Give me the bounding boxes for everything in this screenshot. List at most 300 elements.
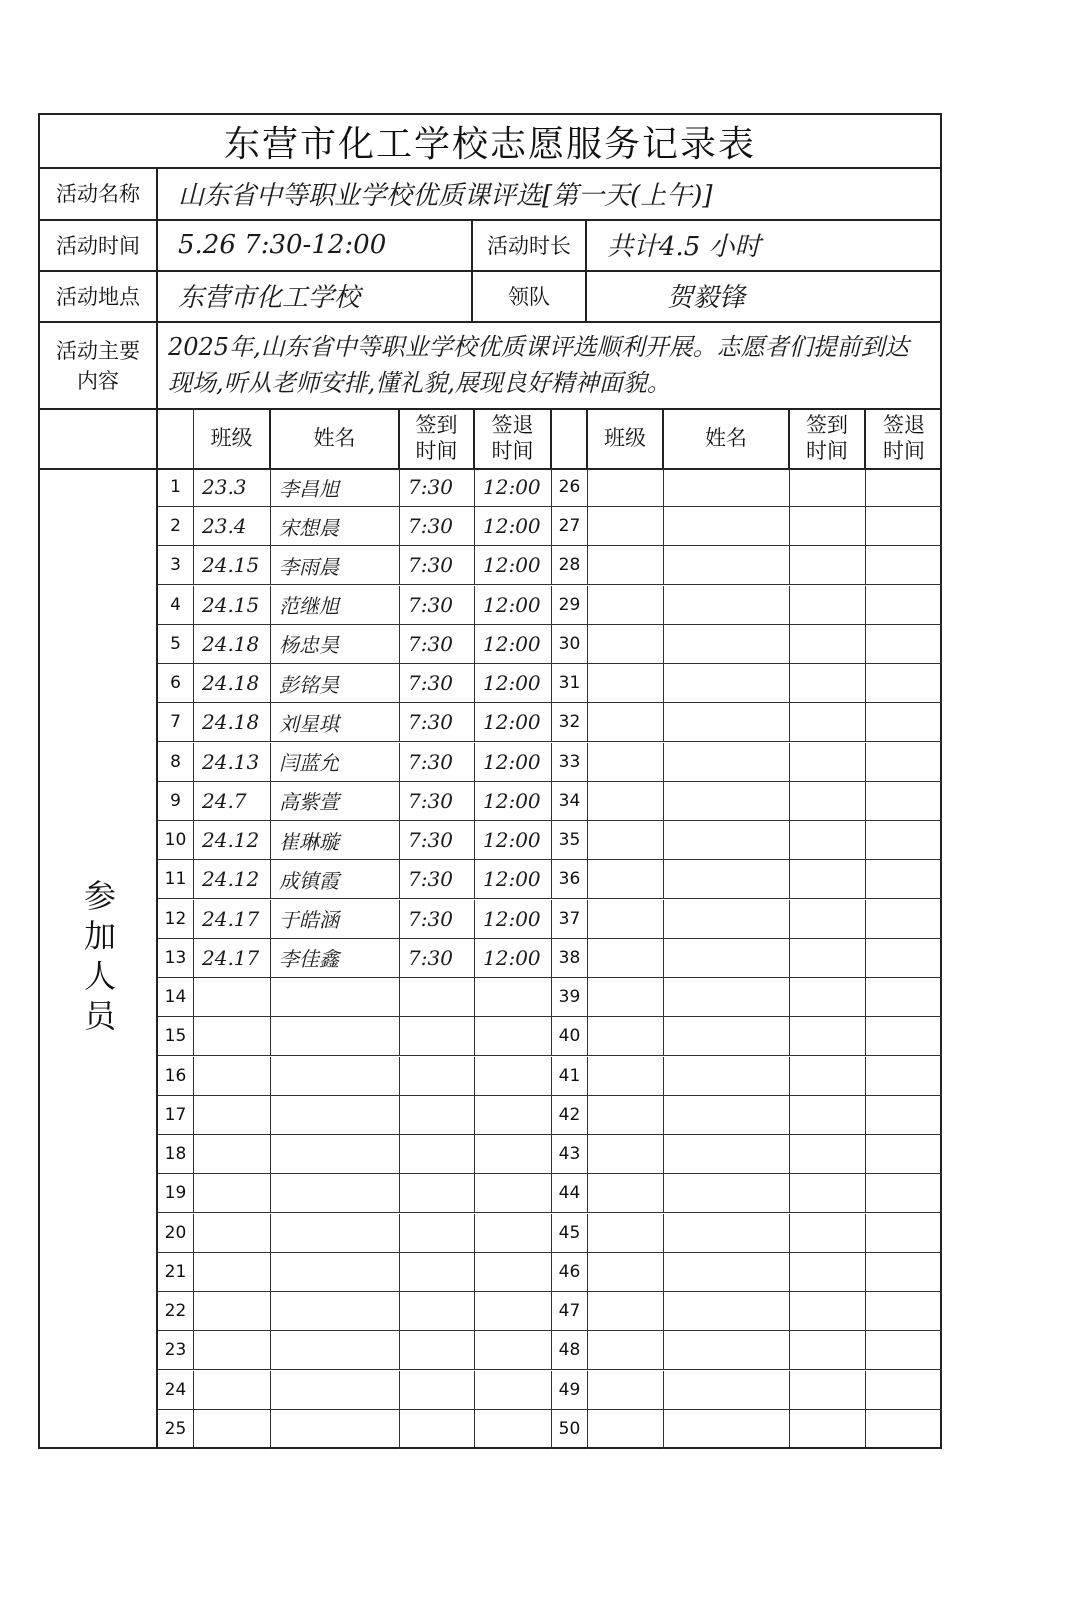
sign-in-cell: 7:30 <box>400 625 475 663</box>
sign-in-cell-right <box>790 821 866 859</box>
name-cell <box>271 1174 400 1212</box>
sign-out-cell-right <box>866 782 942 820</box>
name-cell-right <box>664 1174 790 1212</box>
class-cell <box>194 1057 271 1095</box>
sign-in-cell: 7:30 <box>400 507 475 545</box>
class-cell: 23.4 <box>194 507 271 545</box>
name-cell: 李雨晨 <box>271 546 400 584</box>
name-cell: 李昌旭 <box>271 468 400 506</box>
sign-in-cell-right <box>790 1410 866 1449</box>
sign-out-cell-right <box>866 703 942 741</box>
sign-in-cell <box>400 1057 475 1095</box>
class-cell-right <box>588 1331 664 1369</box>
row-number: 3 <box>158 546 194 584</box>
class-cell <box>194 1253 271 1291</box>
name-cell <box>271 1135 400 1173</box>
sign-out-cell-right <box>866 1135 942 1173</box>
class-cell: 24.12 <box>194 821 271 859</box>
sign-in-cell-right <box>790 1292 866 1330</box>
name-cell-right <box>664 546 790 584</box>
sign-out-cell-right <box>866 1214 942 1252</box>
sign-out-cell <box>475 1096 552 1134</box>
sign-out-cell: 12:00 <box>475 468 552 506</box>
sign-in-cell <box>400 1017 475 1055</box>
row-number-right: 30 <box>552 625 588 663</box>
sign-in-cell: 7:30 <box>400 821 475 859</box>
activity-duration-label: 活动时长 <box>473 219 587 270</box>
row-number: 10 <box>158 821 194 859</box>
class-cell <box>194 1174 271 1212</box>
row-number-right: 39 <box>552 978 588 1016</box>
activity-duration-value: 共计4.5 小时 <box>607 232 761 262</box>
sign-in-cell: 7:30 <box>400 468 475 506</box>
participants-header-row <box>40 408 940 470</box>
row-number-right: 44 <box>552 1174 588 1212</box>
class-cell: 24.18 <box>194 664 271 702</box>
name-cell-right <box>664 468 790 506</box>
sign-in-cell-right <box>790 1135 866 1173</box>
name-cell <box>271 1214 400 1252</box>
class-cell-right <box>588 664 664 702</box>
row-number: 25 <box>158 1410 194 1449</box>
row-number: 15 <box>158 1017 194 1055</box>
name-cell-right <box>664 1135 790 1173</box>
sign-in-cell <box>400 1135 475 1173</box>
activity-name-label: 活动名称 <box>40 167 158 219</box>
participants-label: 参加人员 <box>79 878 117 1039</box>
row-number-right: 47 <box>552 1292 588 1330</box>
sign-out-cell: 12:00 <box>475 860 552 898</box>
sign-in-cell-right <box>790 743 866 781</box>
name-cell-right <box>664 1331 790 1369</box>
name-cell-right <box>664 1253 790 1291</box>
row-number: 4 <box>158 586 194 624</box>
row-number-right: 38 <box>552 939 588 977</box>
row-number: 7 <box>158 703 194 741</box>
activity-name-value: 山东省中等职业学校优质课评选[第一天(上午)] <box>178 180 713 211</box>
sign-out-cell: 12:00 <box>475 939 552 977</box>
row-number-right: 49 <box>552 1371 588 1409</box>
table-row <box>158 821 942 860</box>
name-cell-right <box>664 821 790 859</box>
sign-out-cell-right <box>866 1096 942 1134</box>
row-number-right: 48 <box>552 1331 588 1369</box>
row-number-right: 27 <box>552 507 588 545</box>
row-number: 20 <box>158 1214 194 1252</box>
class-cell-right <box>588 507 664 545</box>
row-number-right: 46 <box>552 1253 588 1291</box>
class-cell-right <box>588 1253 664 1291</box>
name-cell: 范继旭 <box>271 586 400 624</box>
sign-out-cell: 12:00 <box>475 664 552 702</box>
leader-value: 贺毅锋 <box>667 283 746 313</box>
header-no-right <box>552 408 588 468</box>
sign-out-cell-right <box>866 586 942 624</box>
class-cell <box>194 978 271 1016</box>
sign-out-cell <box>475 1371 552 1409</box>
sign-in-cell-right <box>790 625 866 663</box>
sign-in-cell-right <box>790 939 866 977</box>
class-cell <box>194 1214 271 1252</box>
class-cell-right <box>588 1410 664 1449</box>
row-number-right: 40 <box>552 1017 588 1055</box>
sign-in-cell-right <box>790 1057 866 1095</box>
sign-out-cell-right <box>866 1057 942 1095</box>
row-number: 21 <box>158 1253 194 1291</box>
sign-out-cell-right <box>866 507 942 545</box>
sign-in-cell <box>400 1410 475 1449</box>
name-cell: 杨忠昊 <box>271 625 400 663</box>
header-no-left <box>158 408 194 468</box>
row-number: 24 <box>158 1371 194 1409</box>
class-cell-right <box>588 900 664 938</box>
sign-in-cell-right <box>790 978 866 1016</box>
sign-in-cell: 7:30 <box>400 586 475 624</box>
sign-in-cell: 7:30 <box>400 546 475 584</box>
sign-out-cell: 12:00 <box>475 900 552 938</box>
class-cell: 24.12 <box>194 860 271 898</box>
sign-out-cell <box>475 1135 552 1173</box>
sign-out-cell: 12:00 <box>475 821 552 859</box>
name-cell <box>271 1331 400 1369</box>
table-row <box>158 703 942 742</box>
class-cell <box>194 1331 271 1369</box>
class-cell: 24.15 <box>194 586 271 624</box>
sign-out-cell-right <box>866 821 942 859</box>
sign-in-cell: 7:30 <box>400 860 475 898</box>
class-cell-right <box>588 1096 664 1134</box>
row-number: 8 <box>158 743 194 781</box>
class-cell <box>194 1292 271 1330</box>
sign-out-cell-right <box>866 1371 942 1409</box>
header-signin-right: 签到时间 <box>790 408 866 468</box>
name-cell: 崔琳璇 <box>271 821 400 859</box>
sign-out-cell <box>475 1331 552 1369</box>
sign-out-cell <box>475 1174 552 1212</box>
sign-in-cell: 7:30 <box>400 939 475 977</box>
sign-in-cell <box>400 1331 475 1369</box>
name-cell <box>271 1253 400 1291</box>
sign-in-cell: 7:30 <box>400 900 475 938</box>
header-class-right: 班级 <box>588 408 664 468</box>
form-title: 东营市化工学校志愿服务记录表 <box>40 115 940 169</box>
sign-in-cell-right <box>790 1017 866 1055</box>
sign-out-cell-right <box>866 939 942 977</box>
name-cell: 成镇霞 <box>271 860 400 898</box>
class-cell-right <box>588 978 664 1016</box>
sign-out-cell-right <box>866 1253 942 1291</box>
table-row <box>158 743 942 782</box>
name-cell <box>271 1017 400 1055</box>
name-cell <box>271 1057 400 1095</box>
sign-in-cell-right <box>790 1214 866 1252</box>
table-row <box>158 507 942 546</box>
table-row <box>158 860 942 899</box>
sign-out-cell-right <box>866 900 942 938</box>
volunteer-record-form <box>38 113 942 1449</box>
row-number: 2 <box>158 507 194 545</box>
class-cell-right <box>588 1057 664 1095</box>
sign-out-cell: 12:00 <box>475 782 552 820</box>
name-cell-right <box>664 1410 790 1449</box>
sign-out-cell <box>475 1292 552 1330</box>
sign-in-cell-right <box>790 586 866 624</box>
header-name-right: 姓名 <box>664 408 790 468</box>
class-cell <box>194 1135 271 1173</box>
row-number-right: 33 <box>552 743 588 781</box>
sign-out-cell: 12:00 <box>475 546 552 584</box>
class-cell-right <box>588 586 664 624</box>
class-cell: 24.17 <box>194 900 271 938</box>
sign-out-cell <box>475 1214 552 1252</box>
activity-place-label: 活动地点 <box>40 270 158 321</box>
table-row <box>158 900 942 939</box>
leader-label: 领队 <box>473 270 587 321</box>
name-cell: 高紫萱 <box>271 782 400 820</box>
sign-out-cell <box>475 1017 552 1055</box>
class-cell: 24.7 <box>194 782 271 820</box>
sign-in-cell-right <box>790 900 866 938</box>
table-row <box>158 1292 942 1331</box>
name-cell-right <box>664 860 790 898</box>
sign-in-cell-right <box>790 468 866 506</box>
header-signout-left: 签退时间 <box>475 408 552 468</box>
class-cell-right <box>588 1174 664 1212</box>
name-cell-right <box>664 1214 790 1252</box>
name-cell: 刘星琪 <box>271 703 400 741</box>
sign-out-cell-right <box>866 468 942 506</box>
class-cell: 24.15 <box>194 546 271 584</box>
class-cell-right <box>588 1371 664 1409</box>
name-cell <box>271 1410 400 1449</box>
row-number-right: 29 <box>552 586 588 624</box>
sign-out-cell-right <box>866 978 942 1016</box>
row-number-right: 37 <box>552 900 588 938</box>
sign-in-cell-right <box>790 703 866 741</box>
sign-in-cell-right <box>790 664 866 702</box>
row-number: 14 <box>158 978 194 1016</box>
activity-time-label: 活动时间 <box>40 219 158 270</box>
sign-out-cell <box>475 1410 552 1449</box>
sign-out-cell <box>475 1057 552 1095</box>
class-cell-right <box>588 1017 664 1055</box>
row-number: 18 <box>158 1135 194 1173</box>
table-row <box>158 546 942 585</box>
sign-in-cell <box>400 1371 475 1409</box>
name-cell-right <box>664 507 790 545</box>
sign-out-cell-right <box>866 1410 942 1449</box>
row-number-right: 32 <box>552 703 588 741</box>
name-cell-right <box>664 625 790 663</box>
table-row <box>158 1017 942 1056</box>
row-number-right: 31 <box>552 664 588 702</box>
row-number-right: 41 <box>552 1057 588 1095</box>
sign-in-cell <box>400 1214 475 1252</box>
table-row <box>158 664 942 703</box>
row-number: 5 <box>158 625 194 663</box>
sign-in-cell <box>400 1253 475 1291</box>
row-number: 16 <box>158 1057 194 1095</box>
sign-in-cell: 7:30 <box>400 703 475 741</box>
sign-out-cell-right <box>866 1174 942 1212</box>
name-cell-right <box>664 782 790 820</box>
name-cell-right <box>664 1371 790 1409</box>
row-number: 23 <box>158 1331 194 1369</box>
row-number: 11 <box>158 860 194 898</box>
name-cell-right <box>664 1057 790 1095</box>
class-cell: 24.18 <box>194 703 271 741</box>
activity-content-row <box>40 321 940 410</box>
sign-out-cell <box>475 1253 552 1291</box>
name-cell <box>271 1292 400 1330</box>
row-number-right: 36 <box>552 860 588 898</box>
sign-out-cell-right <box>866 1017 942 1055</box>
sign-in-cell: 7:30 <box>400 782 475 820</box>
row-number-right: 43 <box>552 1135 588 1173</box>
table-row <box>158 625 942 664</box>
sign-in-cell-right <box>790 1174 866 1212</box>
row-number: 12 <box>158 900 194 938</box>
sign-in-cell-right <box>790 860 866 898</box>
sign-out-cell: 12:00 <box>475 586 552 624</box>
activity-content-value: 2025年,山东省中等职业学校优质课评选顺利开展。志愿者们提前到达现场,听从老师安排,懂礼貌,展现良好精神面貌。 <box>168 332 909 397</box>
table-row <box>158 1096 942 1135</box>
table-row <box>158 1135 942 1174</box>
name-cell: 于皓涵 <box>271 900 400 938</box>
activity-name-row <box>40 167 940 221</box>
class-cell-right <box>588 1214 664 1252</box>
name-cell-right <box>664 939 790 977</box>
sign-out-cell <box>475 978 552 1016</box>
header-signin-left: 签到时间 <box>400 408 475 468</box>
sign-in-cell-right <box>790 782 866 820</box>
sign-in-cell-right <box>790 507 866 545</box>
table-row <box>158 468 942 507</box>
row-number-right: 45 <box>552 1214 588 1252</box>
class-cell-right <box>588 468 664 506</box>
name-cell-right <box>664 900 790 938</box>
header-class-left: 班级 <box>194 408 271 468</box>
class-cell-right <box>588 625 664 663</box>
class-cell <box>194 1371 271 1409</box>
sign-out-cell-right <box>866 625 942 663</box>
sign-in-cell-right <box>790 546 866 584</box>
table-row <box>158 1371 942 1410</box>
sign-in-cell <box>400 1292 475 1330</box>
class-cell-right <box>588 1135 664 1173</box>
sign-out-cell-right <box>866 1331 942 1369</box>
sign-in-cell <box>400 978 475 1016</box>
activity-time-row <box>40 219 940 272</box>
header-blank <box>40 408 158 468</box>
row-number-right: 35 <box>552 821 588 859</box>
class-cell <box>194 1410 271 1449</box>
class-cell: 24.17 <box>194 939 271 977</box>
class-cell <box>194 1017 271 1055</box>
row-number-right: 34 <box>552 782 588 820</box>
name-cell <box>271 978 400 1016</box>
sign-in-cell <box>400 1174 475 1212</box>
sign-out-cell-right <box>866 743 942 781</box>
name-cell-right <box>664 703 790 741</box>
activity-content-label: 活动主要内容 <box>40 321 158 408</box>
row-number: 22 <box>158 1292 194 1330</box>
name-cell-right <box>664 978 790 1016</box>
row-number: 19 <box>158 1174 194 1212</box>
sign-out-cell: 12:00 <box>475 703 552 741</box>
sign-out-cell-right <box>866 664 942 702</box>
class-cell-right <box>588 860 664 898</box>
name-cell-right <box>664 1292 790 1330</box>
class-cell-right <box>588 743 664 781</box>
participants-grid <box>40 468 940 1449</box>
class-cell: 23.3 <box>194 468 271 506</box>
sign-out-cell-right <box>866 546 942 584</box>
sign-in-cell: 7:30 <box>400 664 475 702</box>
class-cell-right <box>588 782 664 820</box>
header-signout-right: 签退时间 <box>883 413 925 463</box>
table-row <box>158 978 942 1017</box>
table-row <box>158 782 942 821</box>
sign-in-cell-right <box>790 1331 866 1369</box>
row-number-right: 50 <box>552 1410 588 1449</box>
name-cell: 李佳鑫 <box>271 939 400 977</box>
class-cell-right <box>588 1292 664 1330</box>
activity-time-value: 5.26 7:30-12:00 <box>158 219 473 270</box>
name-cell: 宋想晨 <box>271 507 400 545</box>
sign-out-cell-right <box>866 1292 942 1330</box>
name-cell-right <box>664 1017 790 1055</box>
name-cell-right <box>664 743 790 781</box>
sign-out-cell: 12:00 <box>475 743 552 781</box>
table-row <box>158 1410 942 1449</box>
class-cell-right <box>588 703 664 741</box>
sign-in-cell-right <box>790 1253 866 1291</box>
table-row <box>158 1174 942 1213</box>
sign-out-cell-right <box>866 860 942 898</box>
name-cell <box>271 1371 400 1409</box>
name-cell <box>271 1096 400 1134</box>
header-name-left: 姓名 <box>271 408 400 468</box>
sign-in-cell <box>400 1096 475 1134</box>
sign-in-cell: 7:30 <box>400 743 475 781</box>
row-number-right: 26 <box>552 468 588 506</box>
row-number: 1 <box>158 468 194 506</box>
sign-out-cell: 12:00 <box>475 625 552 663</box>
name-cell-right <box>664 1096 790 1134</box>
class-cell-right <box>588 939 664 977</box>
table-row <box>158 1331 942 1370</box>
row-number: 9 <box>158 782 194 820</box>
row-number-right: 28 <box>552 546 588 584</box>
row-number-right: 42 <box>552 1096 588 1134</box>
activity-place-row <box>40 270 940 323</box>
table-row <box>158 586 942 625</box>
activity-place-value: 东营市化工学校 <box>158 270 473 321</box>
class-cell: 24.18 <box>194 625 271 663</box>
sign-out-cell: 12:00 <box>475 507 552 545</box>
name-cell-right <box>664 586 790 624</box>
sign-in-cell-right <box>790 1096 866 1134</box>
row-number: 13 <box>158 939 194 977</box>
table-row <box>158 939 942 978</box>
name-cell: 彭铭昊 <box>271 664 400 702</box>
class-cell <box>194 1096 271 1134</box>
row-number: 6 <box>158 664 194 702</box>
name-cell-right <box>664 664 790 702</box>
class-cell-right <box>588 821 664 859</box>
table-row <box>158 1253 942 1292</box>
